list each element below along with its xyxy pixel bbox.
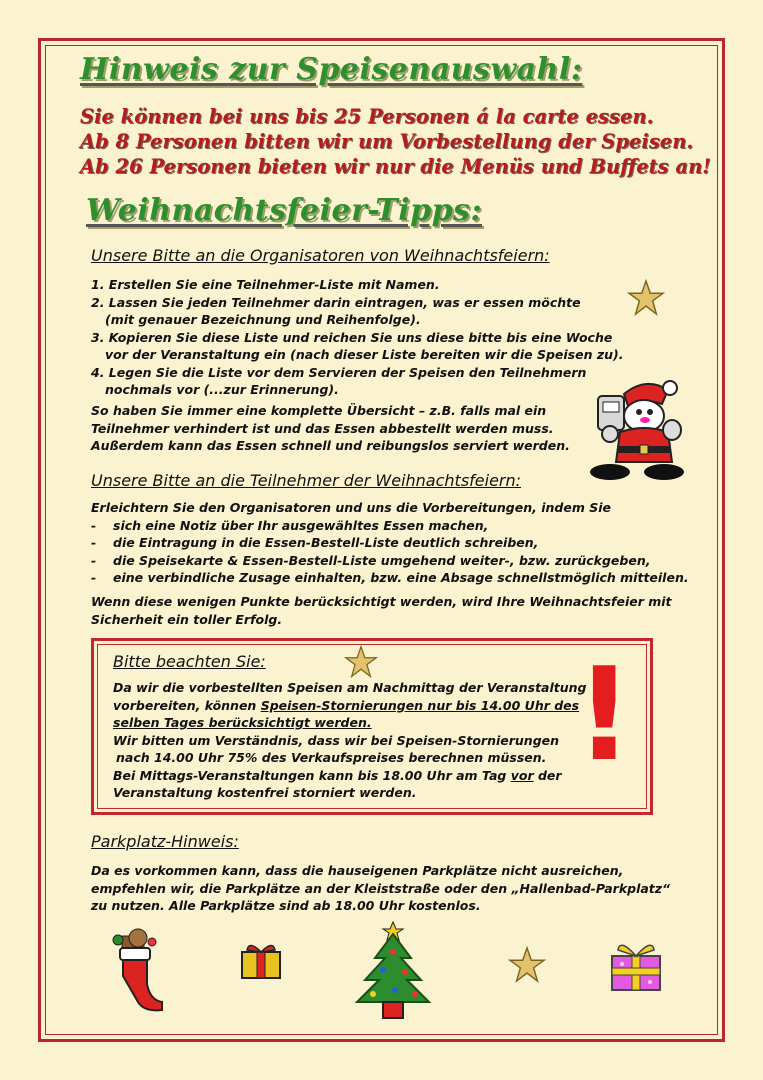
list-item: [91, 534, 689, 552]
summary-line: Außerdem kann das Essen schnell und reibungslos serviert werden.: [91, 438, 570, 453]
bullet-text: die Eintragung in die Essen-Bestell-Liste deutlich schreiben,: [113, 535, 539, 550]
step-line: 1. Erstellen Sie eine Teilnehmer-Liste mit Namen.: [91, 277, 440, 292]
star-icon: [344, 645, 378, 679]
bullet-dash: -: [91, 535, 97, 550]
step-line: vor der Veranstaltung ein (nach dieser Liste bereiten wir die Speisen zu).: [105, 347, 624, 362]
bullet-dash: -: [91, 517, 97, 533]
notice-underlined-text: Speisen-Stornierungen nur bis 14.00 Uhr des: [260, 697, 580, 713]
participants-closing: [91, 593, 672, 628]
step-line: nochmals vor (...zur Erinnerung).: [105, 382, 339, 397]
menu-hint-lines: [80, 104, 711, 179]
step-line: 2. Lassen Sie jeden Teilnehmer darin eintragen, was er essen möchte: [91, 294, 581, 310]
notice-underlined-line: selben Tages berücksichtigt werden.: [113, 715, 372, 730]
participants-heading: Unsere Bitte an die Teilnehmer der Weihnachtsfeiern:: [91, 471, 522, 490]
organizers-heading: Unsere Bitte an die Organisatoren von Weihnachtsfeiern:: [91, 246, 550, 265]
closing-line: Wenn diese wenigen Punkte berücksichtigt werden, wird Ihre Weihnachtsfeier mit: [91, 594, 672, 609]
notice-line-part: Bei Mittags-Veranstaltungen kann bis 18.00 Uhr am Tag: [113, 767, 511, 783]
notice-line: Wir bitten um Verständnis, dass wir bei Speisen-Stornierungen: [113, 732, 560, 748]
notice-line: nach 14.00 Uhr 75% des Verkaufspreises berechnen müssen.: [116, 750, 547, 765]
participants-intro: Erleichtern Sie den Organisatoren und uns die Vorbereitungen, indem Sie: [91, 500, 611, 515]
exclamation-mark-icon: !: [575, 641, 634, 790]
notice-line-part: vorbereiten, können: [113, 697, 261, 713]
list-item: [91, 517, 689, 535]
notice-line-part: der: [533, 767, 562, 783]
menu-hint-title: Hinweis zur Speisenauswahl:: [80, 52, 583, 87]
parking-line: Da es vorkommen kann, dass die hauseigenen Parkplätze nicht ausreichen,: [91, 863, 624, 878]
organizers-steps: [91, 276, 624, 399]
christmas-stocking-icon: [108, 926, 168, 1012]
bullet-text: die Speisekarte & Essen-Bestell-Liste umgehend weiter-, bzw. zurückgeben,: [113, 552, 651, 568]
summary-line: So haben Sie immer eine komplette Übersicht – z.B. falls mal ein: [91, 403, 547, 418]
list-item: [91, 552, 689, 570]
menu-hint-line: Ab 26 Personen bieten wir nur die Menüs und Buffets an!: [80, 155, 711, 178]
parking-line: empfehlen wir, die Parkplätze an der Kleiststraße oder den „Hallenbad-Parkplatz“: [91, 880, 671, 896]
christmas-tips-title: Weihnachtsfeier-Tipps:: [86, 193, 483, 228]
notice-underlined-word: vor: [510, 767, 534, 783]
santa-clipart: [584, 376, 694, 482]
bullet-dash: -: [91, 570, 97, 585]
bullet-dash: -: [91, 552, 97, 568]
parking-line: zu nutzen. Alle Parkplätze sind ab 18.00 Uhr kostenlos.: [91, 898, 481, 913]
notice-heading: Bitte beachten Sie:: [113, 652, 266, 671]
gift-box-icon: [239, 940, 283, 980]
step-line: 4. Legen Sie die Liste vor dem Servieren der Speisen den Teilnehmern: [91, 364, 587, 380]
organizers-summary: [91, 402, 570, 455]
notice-line: Da wir die vorbestellten Speisen am Nachmittag der Veranstaltung: [113, 680, 587, 695]
present-icon: [608, 936, 664, 992]
step-line: (mit genauer Bezeichnung und Reihenfolge).: [105, 312, 421, 327]
notice-line: [113, 767, 587, 785]
participants-list: [91, 499, 689, 587]
parking-heading: Parkplatz-Hinweis:: [91, 832, 239, 851]
bullet-text: sich eine Notiz über Ihr ausgewähltes Essen machen,: [113, 517, 489, 533]
star-icon: [508, 946, 546, 984]
parking-text: [91, 862, 670, 915]
notice-line: [113, 697, 587, 715]
step-line: 3. Kopieren Sie diese Liste und reichen Sie uns diese bitte bis eine Woche: [91, 329, 613, 345]
star-icon: [627, 279, 665, 317]
list-item: [91, 569, 689, 587]
notice-line: Veranstaltung kostenfrei storniert werden.: [113, 785, 417, 800]
closing-line: Sicherheit ein toller Erfolg.: [91, 611, 283, 627]
bullet-text: eine verbindliche Zusage einhalten, bzw. eine Absage schnellstmöglich mitteilen.: [113, 570, 689, 585]
summary-line: Teilnehmer verhindert ist und das Essen abbestellt werden muss.: [91, 420, 554, 436]
menu-hint-line: Sie können bei uns bis 25 Personen á la carte essen.: [80, 105, 654, 128]
notice-text: [113, 679, 587, 802]
christmas-tree-icon: [353, 918, 433, 1022]
menu-hint-line: Ab 8 Personen bitten wir um Vorbestellung der Speisen.: [80, 130, 694, 153]
